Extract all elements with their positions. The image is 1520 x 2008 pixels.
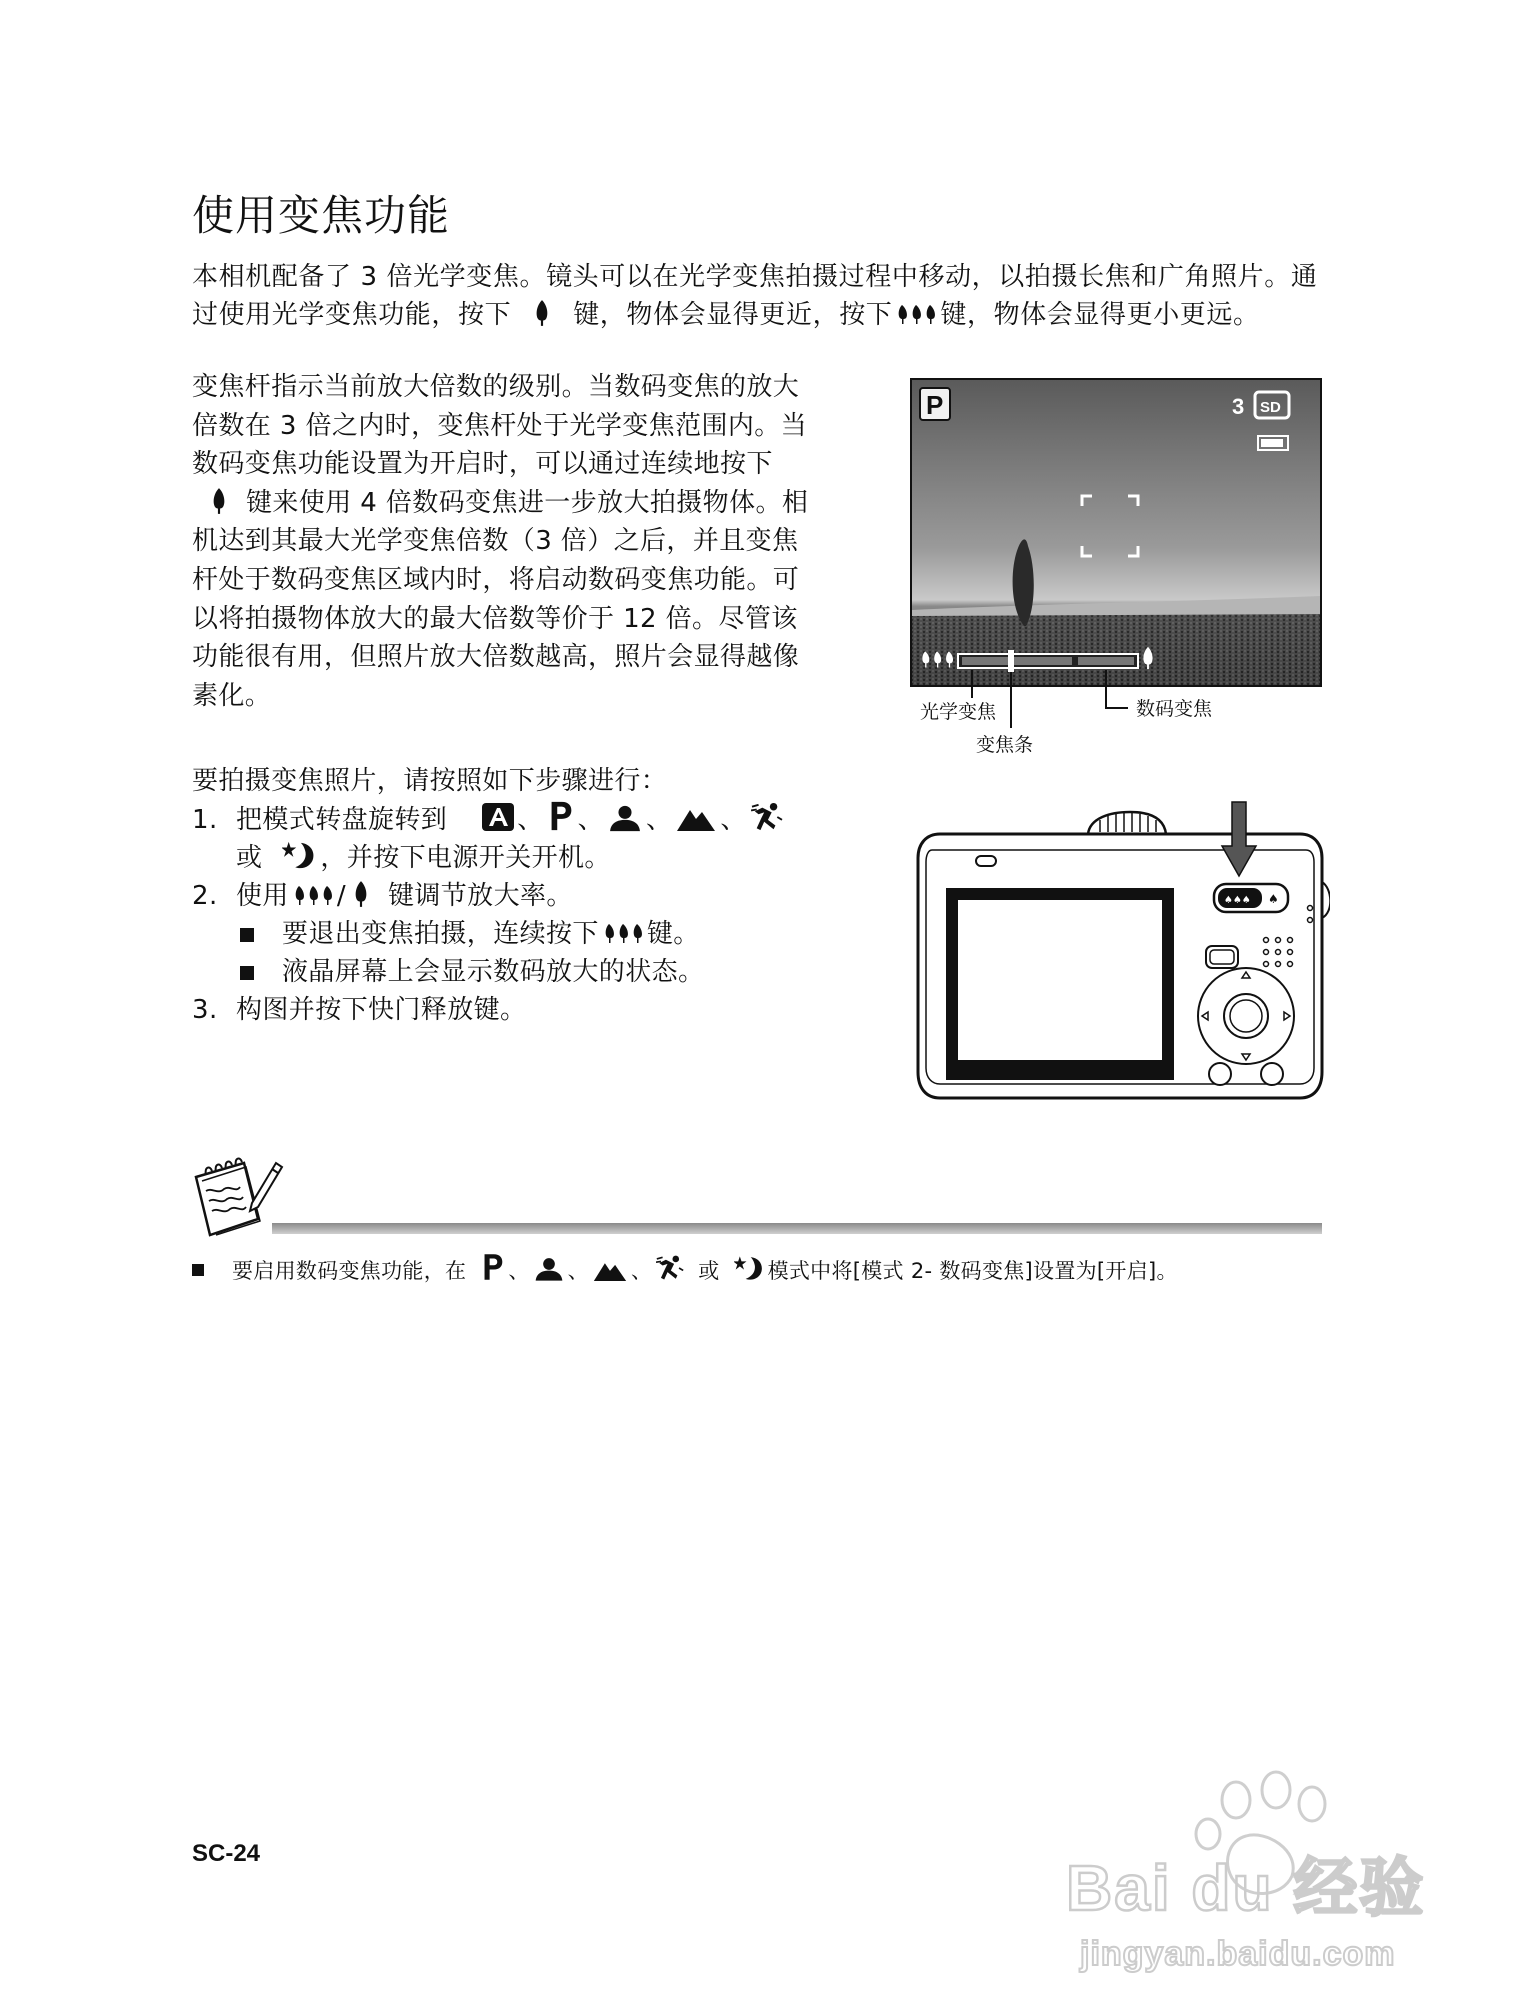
- lcd-preview-figure: [910, 378, 1330, 768]
- mode-badge-text: P: [926, 390, 944, 420]
- intro-text-1: 本相机配备了 3 倍光学变焦。镜头可以在光学变焦拍摄过程中移动，以拍摄长焦和广角照片。通过使用光学变焦功能，按下: [192, 262, 1318, 330]
- step-1-cont: [192, 839, 832, 877]
- separator: 、: [508, 1259, 530, 1283]
- note-divider: [272, 1223, 1322, 1234]
- note-text: [192, 1252, 1178, 1289]
- separator: 、: [720, 805, 747, 835]
- tele-zoom-icon: [210, 487, 228, 515]
- delete-button[interactable]: [1261, 1063, 1283, 1085]
- label-optical-zoom: 光学变焦: [920, 701, 997, 723]
- label-digital-zoom: 数码变焦: [1136, 698, 1213, 720]
- step-1-text-a: 把模式转盘旋转到: [236, 805, 448, 835]
- zoom-bar-digital: [1078, 657, 1134, 665]
- step-2-text-b: 键调节放大率。: [387, 881, 573, 911]
- wide-zoom-icon: [896, 301, 936, 327]
- night-mode-icon: [282, 840, 316, 870]
- step-1-number: 1.: [192, 805, 218, 835]
- step-1-text-b: ，并按下电源开关开机。: [320, 843, 611, 873]
- steps-list: [192, 762, 832, 1029]
- bullet-square: [240, 928, 254, 942]
- step-1-or: 或: [236, 843, 263, 873]
- wide-zoom-icon: [293, 882, 333, 908]
- step-2-sub-2: [192, 953, 832, 991]
- steps-intro: 要拍摄变焦照片，请按照如下步骤进行：: [192, 766, 668, 796]
- label-zoom-bar: 变焦条: [976, 734, 1034, 756]
- step-3-text: 构图并按下快门释放键。: [236, 995, 527, 1025]
- page-title: 使用变焦功能: [192, 191, 451, 240]
- auto-mode-icon: [481, 802, 515, 832]
- zoom-bar-optical: [962, 657, 1072, 665]
- step-2-slash: /: [336, 881, 346, 911]
- sub-1-text-b: 键。: [646, 919, 700, 949]
- landscape-mode-icon: [676, 804, 716, 832]
- note-pad-icon: [192, 1155, 284, 1243]
- lcd-field: [912, 610, 1320, 685]
- intro-text-3: 键，物体会显得更小更远。: [940, 300, 1260, 330]
- intro-paragraph: [192, 258, 1322, 334]
- body-text-a: 变焦杆指示当前放大倍数的级别。当数码变焦的放大倍数在 3 倍之内时，变焦杆处于光学变焦范围内。当数码变焦功能设置为: [192, 372, 808, 480]
- camera-back-illustration: [910, 772, 1330, 1112]
- body-text-c: 键来使用 4 倍数码变焦进一步放大拍摄物体。相机达到其最大光学变焦倍数（3 倍）之后，并且变焦杆处于数码变焦区域内时，将启动数码变焦功能。可以将拍摄物体放大的最大倍数等价于 12 倍。尽管该功能很有用，但照片放大倍数越高，照片会显得越像素化。: [192, 487, 809, 711]
- page-number: SC-24: [192, 1840, 261, 1867]
- note-text-a: 要启用数码变焦功能，在: [232, 1259, 467, 1283]
- zoom-bar-description: [192, 368, 812, 715]
- zoom-bar-indicator: [1008, 650, 1014, 672]
- program-mode-icon: [482, 1252, 504, 1282]
- separator: 、: [646, 805, 673, 835]
- separator: 、: [630, 1259, 653, 1283]
- sport-mode-icon: [656, 1254, 684, 1282]
- tele-zoom-icon: [352, 880, 370, 908]
- shots-remaining: 3: [1232, 394, 1245, 419]
- svg-text:♠♠♠: ♠♠♠: [1224, 895, 1251, 906]
- program-mode-icon: [548, 800, 574, 832]
- landscape-mode-icon: [593, 1258, 627, 1282]
- sub-2-text: 液晶屏幕上会显示数码放大的状态。: [282, 957, 705, 987]
- note-text-b: 模式中将[模式 2- 数码变焦]设置为[开启]。: [767, 1259, 1178, 1283]
- step-2-number: 2.: [192, 881, 218, 911]
- step-1: [192, 800, 832, 839]
- sub-1-text-a: 要退出变焦拍摄，连续按下: [282, 919, 599, 949]
- tele-zoom-icon: [533, 299, 551, 327]
- wide-zoom-icon: [603, 920, 643, 946]
- note-or: 或: [698, 1259, 720, 1283]
- svg-text:♠: ♠: [1268, 892, 1279, 906]
- step-3: [192, 991, 832, 1029]
- intro-text-2: 键，物体会显得更近，按下: [573, 300, 893, 330]
- menu-button[interactable]: [1209, 1063, 1231, 1085]
- step-2-text-a: 使用: [236, 881, 289, 911]
- portrait-mode-icon: [608, 804, 642, 832]
- separator: 、: [517, 805, 544, 835]
- body-text-open: 开启: [429, 449, 483, 480]
- body-text-b: 时，可以通过连续地按下: [482, 449, 773, 480]
- step-3-number: 3.: [192, 995, 218, 1025]
- portrait-mode-icon: [534, 1256, 564, 1282]
- step-2-sub-1: [192, 915, 832, 953]
- bullet-square: [192, 1264, 204, 1276]
- baidu-watermark: [1060, 1760, 1500, 1980]
- night-mode-icon: [734, 1254, 764, 1282]
- watermark-url: jingyan.baidu.com: [1080, 1935, 1396, 1973]
- step-2: [192, 877, 832, 915]
- sd-card-text: SD: [1260, 399, 1281, 416]
- sport-mode-icon: [751, 802, 783, 832]
- bullet-square: [240, 966, 254, 980]
- separator: 、: [567, 1259, 589, 1283]
- watermark-logo: Bai du 经验: [1066, 1852, 1426, 1924]
- separator: 、: [577, 805, 605, 835]
